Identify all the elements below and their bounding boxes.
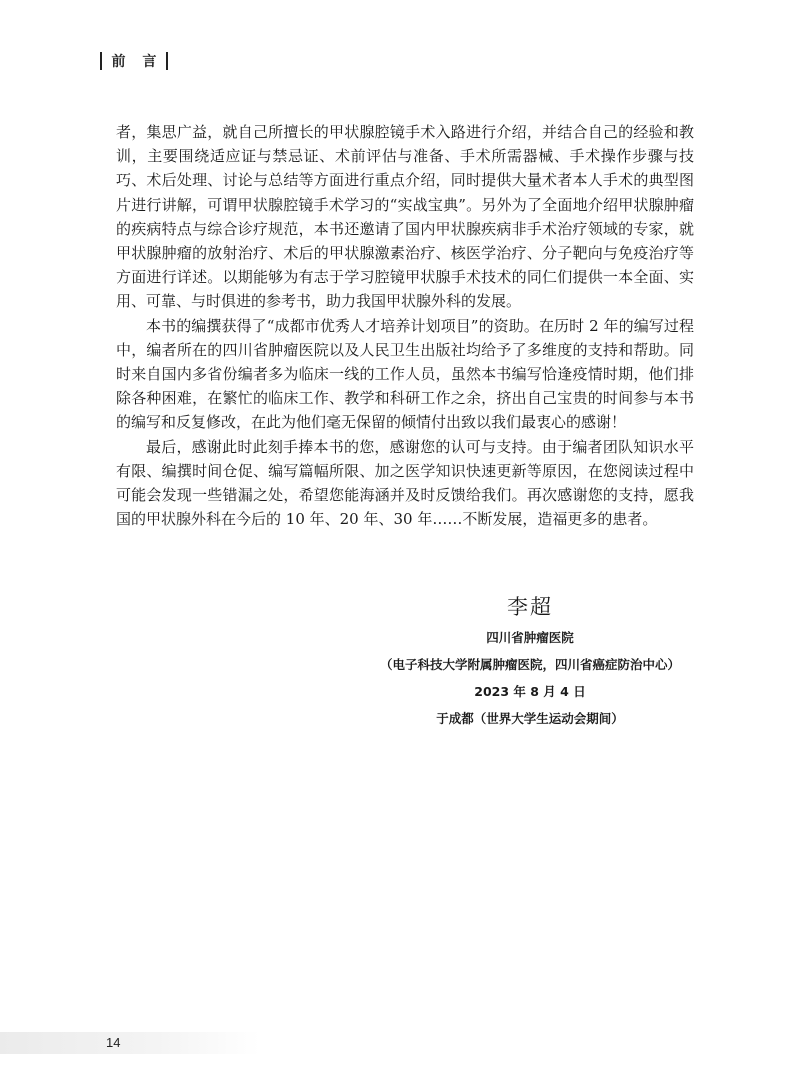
author-affiliation: 四川省肿瘤医院: [486, 630, 574, 645]
preface-body: [116, 120, 694, 531]
section-label: 前 言: [111, 54, 163, 70]
signature-date: 2023 年 8 月 4 日: [474, 684, 586, 699]
footer-band: [0, 1032, 260, 1054]
paragraph-closing: 最后，感谢此时此刻手捧本书的您，感谢您的认可与支持。由于编者团队知识水平有限、编撰时间仓促、编写篇幅所限、加之医学知识快速更新等原因，在您阅读过程中可能会发现一些错漏之处，希望您能海涵并及时反馈给我们。再次感谢您的支持，愿我国的甲状腺外科在今后的 10 年、20 年、30 年……不断发展，造福更多的患者。: [116, 437, 694, 529]
author-affiliation-detail: （电子科技大学附属肿瘤医院，四川省癌症防治中心）: [379, 657, 680, 672]
author-name: 李超: [507, 595, 553, 619]
signature-block: [330, 592, 730, 732]
running-header: [100, 50, 168, 72]
paragraph-continued: 者，集思广益，就自己所擅长的甲状腺腔镜手术入路进行介绍，并结合自己的经验和教训，主要围绕适应证与禁忌证、术前评估与准备、手术所需器械、手术操作步骤与技巧、术后处理、讨论与总结等方面进行重点介绍，同时提供大量术者本人手术的典型图片进行讲解，可谓甲状腺腔镜手术学习的“实战宝典”。另外为了全面地介绍甲状腺肿瘤的疾病特点与综合诊疗规范，本书还邀请了国内甲状腺疾病非手术治疗领域的专家，就甲状腺肿瘤的放射治疗、术后的甲状腺激素治疗、核医学治疗、分子靶向与免疫治疗等方面进行详述。以期能够为有志于学习腔镜甲状腺手术技术的同仁们提供一本全面、实用、可靠、与时俱进的参考书，助力我国甲状腺外科的发展。: [116, 123, 694, 311]
header-right-rule: [166, 52, 168, 70]
paragraph-funding: 本书的编撰获得了“成都市优秀人才培养计划项目”的资助。在历时 2 年的编写过程中，编者所在的四川省肿瘤医院以及人民卫生出版社均给予了多维度的支持和帮助。同时来自国内多省份编者多为临床一线的工作人员，虽然本书编写恰逢疫情时期，他们排除各种困难，在繁忙的临床工作、教学和科研工作之余，挤出自己宝贵的时间参与本书的编写和反复修改，在此为他们毫无保留的倾情付出致以我们最衷心的感谢！: [116, 316, 694, 432]
page-number: 14: [106, 1035, 121, 1050]
signature-place: 于成都（世界大学生运动会期间）: [436, 711, 624, 726]
